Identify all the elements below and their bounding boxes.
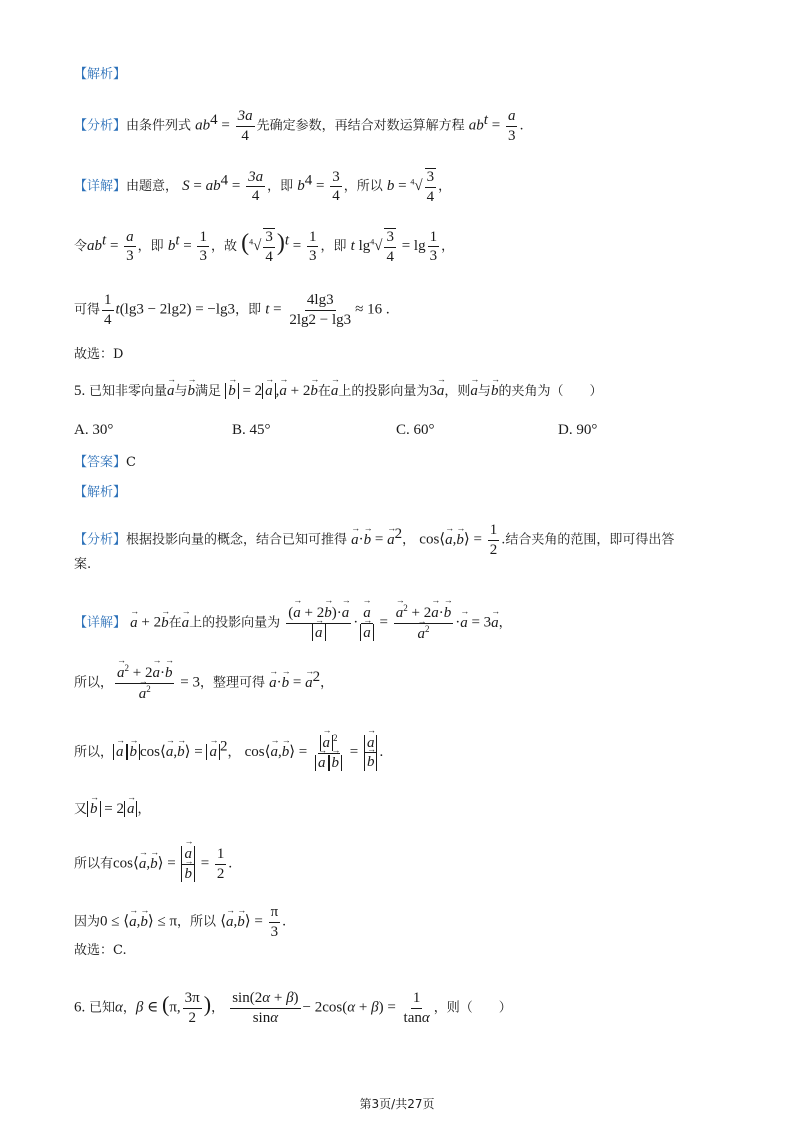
- page-footer: 第3页/共27页: [359, 1097, 435, 1111]
- q4-detail-1: 【详解】由题意， $S = ab^4$ = $\frac{3a}{4}$ ，即 $b^4$ = $\frac{3}{4}$ ，所以 b = $^4$√ $\frac{3}{4}$ ，: [74, 168, 452, 205]
- choice-b: B. 45°: [232, 422, 271, 438]
- choice-c: C. 60°: [396, 422, 435, 438]
- q5-detail-5: 所以有cos⟨→ a,→ b⟩ = → a → b = $\frac{1}{2}$ .: [74, 846, 232, 882]
- answer-value: C: [126, 455, 136, 470]
- q5-analysis: 【分析】根据投影向量的概念，结合已知可推得 → a·→ b = → $a^2$， cos⟨→ a,→ b⟩ = $\frac{1}{2}$ .结合夹角的范围，即可得出答: [74, 522, 674, 558]
- q4-conclusion: 故选：D: [74, 347, 124, 362]
- q5-detail-1: 【详解】 → a + 2→ b在→ a上的投影向量为 (→ a + 2→ b)·→ a → a · → a → a = → $a^2 + 2\to a\cdot\to b$ → $a^2$ ·→ a = 3→ a，: [74, 604, 512, 642]
- q5-detail-2: 所以， → $a^2 + 2\to a\cdot\to b$ → $a^2$ = 3，整理可得 → a·→ b = → $a^2$，: [74, 664, 333, 702]
- q6-stem: 6. 已知α，β ∈ (π, $\frac{3\pi}{2}$ )， $\frac{\sin(2\alpha + \beta)}{\sin\alpha}$ − 2cos(α + β) = $\frac{1}{\tan\alpha}$ ，则（ ）: [74, 990, 512, 1026]
- q5-answer: [74, 456, 136, 469]
- q5-detail-3: 所以，→ a→ b cos⟨→ a,→ b⟩ = → a $^2$， cos⟨→ a,→ b⟩ = → a $^2$ → a→ b = → a → b .: [74, 734, 383, 771]
- xiangjie-label-q5: 【详解】: [74, 615, 127, 631]
- q5-detail-6: 因为0 ≤ ⟨→ a,→ b⟩ ≤ π，所以 ⟨→ a,→ b⟩ = $\frac{\pi}{3}$ .: [74, 904, 286, 940]
- q5-stem: 5. 已知非零向量→ a与→ b满足 → b = 2→ a ,→ a + 2→ b在→ a上的投影向量为3→ a，则→ a与→ b的夹角为（ ）: [74, 384, 602, 399]
- q5-detail-4: 又→ b = 2→ a ，: [74, 802, 151, 817]
- q4-analysis: 【分析】由条件列式 $ab^4$ = $\frac{3a}{4}$ 先确定参数，再结合对数运算解方程 $ab^t$ = $\frac{a}{3}$ .: [74, 108, 524, 144]
- q5-conclusion: 故选：C.: [74, 943, 127, 958]
- q4-detail-3: 可得 $\frac{1}{4}$ t(lg3 − 2lg2) = −lg3，即 t = $\frac{4\lg 3}{2\lg 2 - \lg 3}$ ≈ 16 .: [74, 292, 390, 328]
- choice-a: A. 30°: [74, 422, 114, 438]
- fenxi-label: 【分析】: [74, 118, 127, 134]
- fenxi-label-q5: 【分析】: [74, 532, 127, 548]
- q5-analysis-cont: 案.: [74, 557, 92, 572]
- xiangjie-label: 【详解】: [74, 179, 127, 194]
- analysis-label-q5: 【解析】: [74, 485, 127, 500]
- analysis-label: 【解析】: [74, 67, 127, 82]
- choice-d: D. 90°: [558, 422, 598, 438]
- daan-label: 【答案】: [74, 455, 127, 470]
- q4-detail-2: 令$ab^t$ = $\frac{a}{3}$ ，即 $b^t$ = $\frac{1}{3}$ ，故 ($^4$√ $\frac{3}{4}$ )$^t$ = $\frac{1}{3}$ ，即 t $\lg^4√$ $\frac{3}{4}$ = lg $\frac{1}{3}$ ，: [74, 228, 455, 265]
